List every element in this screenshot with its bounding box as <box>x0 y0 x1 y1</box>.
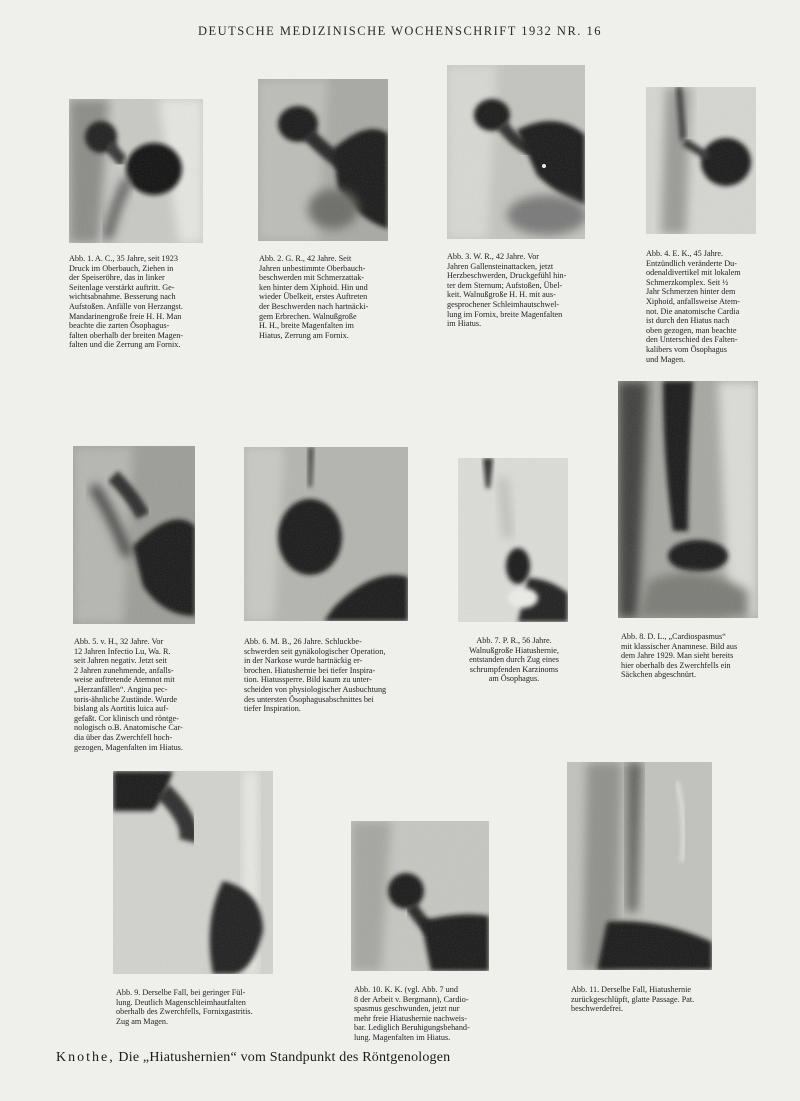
journal-header: DEUTSCHE MEDIZINISCHE WOCHENSCHRIFT 1932 NR. 16 <box>197 24 603 38</box>
xray-figure-5 <box>73 446 195 624</box>
figure-10-caption: Abb. 10. K. K. (vgl. Abb. 7 und 8 der Arbeit v. Bergmann), Cardio- spasmus geschwunden, jetzt nur mehr freie Hiatushernie nachweis- bar. Lediglich Beruhigungsbehand- lung. Magenfalten im Hiatus. <box>354 985 470 1042</box>
figure-6-caption: Abb. 6. M. B., 26 Jahre. Schluckbe- schwerden seit gynäkologischer Operation, in der Narkose wurde hartnäckig er- brochen. Hiatushernie bei tiefer Inspira- tion. Hiatussperre. Bild kaum zu unter- scheiden von physiologischer Ausbuchtung des untersten Ösophagusabschnittes bei tiefer Inspiration. <box>244 637 387 714</box>
figure-2-caption: Abb. 2. G. R., 42 Jahre. Seit Jahren unbestimmte Oberbauch- beschwerden mit Schmerzattak- ken hinter dem Xiphoid. Hin und wieder Übelkeit, erstes Auftreten der Beschwerden nach hartnäcki- gem Erbrechen. Walnußgroße H. H., breite Magenfalten im Hiatus, Zerrung am Fornix. <box>259 254 369 340</box>
figure-9-caption: Abb. 9. Derselbe Fall, bei geringer Fül- lung. Deutlich Magenschleimhautfalten oberhalb des Zwerchfells, Fornixgastritis. Zug am Magen. <box>116 988 253 1026</box>
figure-5-caption: Abb. 5. v. H., 32 Jahre. Vor 12 Jahren Infectio Lu, Wa. R. seit Jahren negativ. Jetzt seit 2 Jahren zunehmende, anfalls- weise auftretende Atemnot mit „Herzanfällen“. Angina pec- toris-ähnliche Zustände. Wurde bislang als Aortitis luica auf- gefaßt. Cor klinisch und röntge- nologisch o.B. Anatomische Car- dia über das Zwerchfell hoch- gezogen, Magenfalten im Hiatus. <box>74 637 183 752</box>
article-title <box>56 1050 450 1066</box>
article-title-text: Die „Hiatushernien“ vom Standpunkt des Röntgenologen <box>118 1050 451 1065</box>
xray-figure-3 <box>447 65 585 239</box>
xray-figure-6 <box>244 447 408 621</box>
xray-figure-2 <box>258 79 388 241</box>
xray-figure-1 <box>69 99 203 243</box>
figure-3-caption: Abb. 3. W. R., 42 Jahre. Vor Jahren Gallensteinattacken, jetzt Herzbeschwerden, Druckgefühl hin- ter dem Sternum; Aufstoßen, Übel- keit. Walnußgroße H. H. mit aus- gesprochener Schleimhautschwel- lung im Fornix, breite Magenfalten im Hiatus. <box>447 252 567 329</box>
article-author: Knothe, <box>56 1050 115 1065</box>
figure-11-caption: Abb. 11. Derselbe Fall, Hiatushernie zurückgeschlüpft, glatte Passage. Pat. beschwerdefrei. <box>571 985 695 1014</box>
xray-figure-8 <box>618 381 758 618</box>
xray-figure-11 <box>567 762 712 970</box>
xray-figure-7 <box>458 458 568 622</box>
xray-figure-10 <box>351 821 489 971</box>
figure-7-caption: Abb. 7. P. R., 56 Jahre. Walnußgroße Hiatushernie, entstanden durch Zug eines schrumpfenden Karzinoms am Ösophagus. <box>469 636 559 684</box>
xray-figure-9 <box>113 771 273 974</box>
figure-1-caption: Abb. 1. A. C., 35 Jahre, seit 1923 Druck im Oberbauch, Ziehen in der Speiseröhre, das in linker Seitenlage verstärkt auftritt. Ge- wichtsabnahme. Besserung nach Aufstoßen. Anfälle von Herzangst. Mandarinengroße freie H. H. Man beachte die zarten Ösophagus- falten oberhalb der breiten Magen- falten und die Zerrung am Fornix. <box>69 254 184 350</box>
xray-figure-4 <box>646 87 756 234</box>
figure-4-caption: Abb. 4. E. K., 45 Jahre. Entzündlich veränderte Du- odenaldivertikel mit lokalem Schmerzkomplex. Seit ½ Jahr Schmerzen hinter dem Xiphoid, anfallsweise Atem- not. Die anatomische Cardia ist durch den Hiatus nach oben gezogen, man beachte den Unterschied des Falten- kalibers vom Ösophagus und Magen. <box>646 249 741 364</box>
figure-8-caption: Abb. 8. D. L., „Cardiospasmus“ mit klassischer Anamnese. Bild aus dem Jahre 1929. Man sieht bereits hier oberhalb des Zwerchfells ein Säckchen abgeschnürt. <box>621 632 738 680</box>
